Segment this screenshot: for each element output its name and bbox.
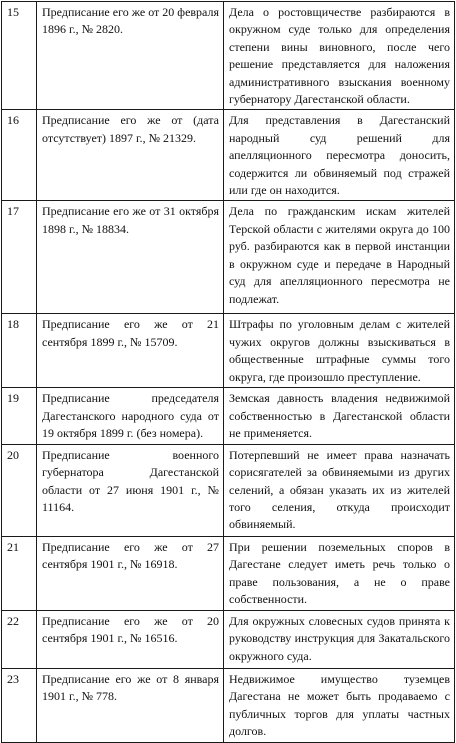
document-reference: Предписание председателя Дагестанского народного суда от 19 октября 1899 г. (без номера). <box>37 388 224 444</box>
row-number: 19 <box>2 388 37 444</box>
row-number: 21 <box>2 536 37 610</box>
document-table <box>1 1 455 743</box>
document-summary: При решении поземельных споров в Дагестане следует иметь речь только о праве пользования, а не о праве собственности. <box>224 536 455 610</box>
table-row <box>2 314 455 388</box>
document-reference: Предписание военного губернатора Дагестанской области от 27 июня 1901 г., № 11164. <box>37 444 224 536</box>
table-row <box>2 110 455 201</box>
row-number: 16 <box>2 110 37 201</box>
document-summary: Недвижимое имущество туземцев Дагестана не может быть продаваемо с публичных торгов для уплаты частных долгов. <box>224 668 455 742</box>
row-number: 22 <box>2 610 37 668</box>
document-reference: Предписание его же от (дата отсутствует) 1897 г., № 21329. <box>37 110 224 201</box>
row-number: 18 <box>2 314 37 388</box>
table-row <box>2 388 455 444</box>
table-row <box>2 201 455 314</box>
document-summary: Земская давность владения недвижимой собственностью в Дагестанской области не применяется. <box>224 388 455 444</box>
document-summary: Дела по гражданским искам жителей Терской области с жителями округа до 100 руб. разбираются как в первой инстанции в окружном суде и передаче в Народный суд для апелляционного пересмотра не подлежат. <box>224 201 455 314</box>
document-summary: Потерпевший не имеет права назначать сорисягателей за обвиняемыми из других селений, а обязан указать их из жителей того селения, откуда происходит обвиняемый. <box>224 444 455 536</box>
document-reference: Предписание его же от 8 января 1901 г., № 778. <box>37 668 224 742</box>
document-summary: Штрафы по уголовным делам с жителей чужих округов должны взыскиваться в общественные штрафные суммы того округа, где произошло преступление. <box>224 314 455 388</box>
table-row <box>2 536 455 610</box>
document-reference: Предписание его же от 20 сентября 1901 г., № 16516. <box>37 610 224 668</box>
document-summary: Для представления в Дагестанский народный суд решений для апелляционного пересмотра доносить, содержится ли обвиняемый под стражей или где он находится. <box>224 110 455 201</box>
document-reference: Предписание его же от 21 сентября 1899 г., № 15709. <box>37 314 224 388</box>
row-number: 15 <box>2 2 37 110</box>
document-summary: Дела о ростовщичестве разбираются в окружном суде только для определения степени вины виновного, после чего решение представляется для наложения административного взыскания военному губернатору Дагестанской области. <box>224 2 455 110</box>
document-summary: Для окружных словесных судов принята к руководству инструкция для Закатальского окружного суда. <box>224 610 455 668</box>
document-reference: Предписание его же от 20 февраля 1896 г., № 2820. <box>37 2 224 110</box>
row-number: 17 <box>2 201 37 314</box>
table-row <box>2 668 455 742</box>
table-body <box>2 2 455 743</box>
table-row <box>2 444 455 536</box>
table-row <box>2 610 455 668</box>
table-row <box>2 2 455 110</box>
row-number: 20 <box>2 444 37 536</box>
row-number: 23 <box>2 668 37 742</box>
document-reference: Предписание его же от 27 сентября 1901 г., № 16918. <box>37 536 224 610</box>
document-reference: Предписание его же от 31 октября 1898 г., № 18834. <box>37 201 224 314</box>
